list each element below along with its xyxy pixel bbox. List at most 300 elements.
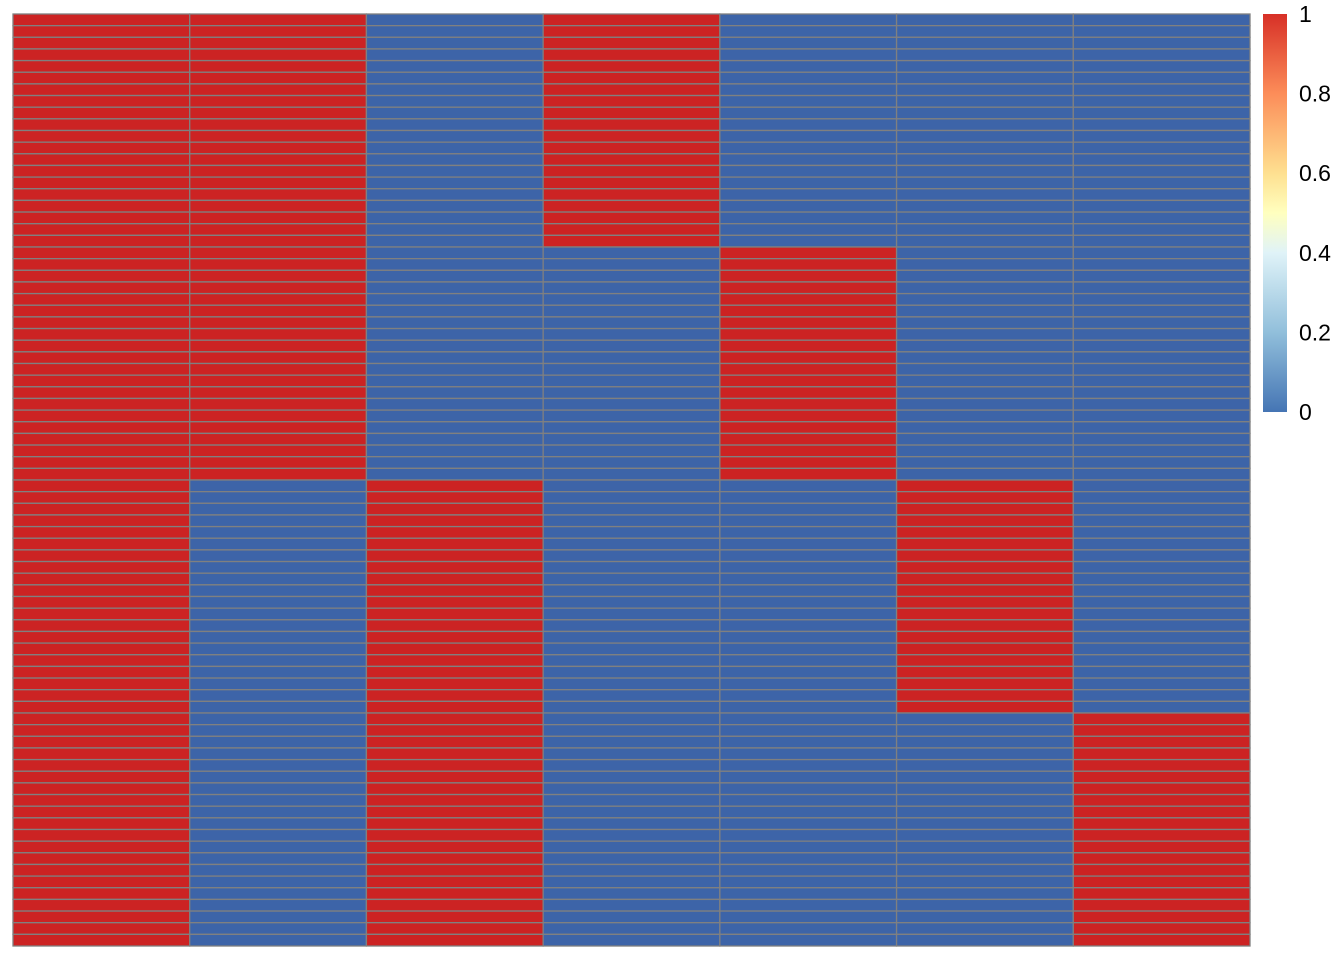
heatmap-cell (720, 853, 897, 865)
heatmap-cell (543, 142, 720, 154)
heatmap-cell (720, 713, 897, 725)
heatmap-cell (13, 189, 190, 201)
heatmap-cell (13, 282, 190, 294)
heatmap-cell (1073, 795, 1250, 807)
heatmap-cell (13, 259, 190, 271)
heatmap-cell (1073, 375, 1250, 387)
heatmap-cell (366, 387, 543, 399)
heatmap-cell (190, 527, 367, 539)
heatmap-cell (13, 294, 190, 306)
heatmap-cell (1073, 678, 1250, 690)
heatmap-cell (1073, 165, 1250, 177)
heatmap-cell (366, 200, 543, 212)
heatmap-cell (190, 830, 367, 842)
heatmap-cell (190, 259, 367, 271)
heatmap-cell (720, 690, 897, 702)
heatmap-cell (13, 49, 190, 61)
heatmap-cell (720, 72, 897, 84)
heatmap-cell (897, 620, 1074, 632)
heatmap-cell (190, 888, 367, 900)
heatmap-cell (13, 340, 190, 352)
heatmap-cell (190, 305, 367, 317)
heatmap-cell (543, 631, 720, 643)
heatmap-cell (190, 620, 367, 632)
heatmap-cell (543, 387, 720, 399)
heatmap-cell (366, 317, 543, 329)
heatmap-cell (897, 795, 1074, 807)
heatmap-cell (720, 620, 897, 632)
heatmap-cell (366, 690, 543, 702)
heatmap-cell (13, 433, 190, 445)
heatmap-cell (543, 14, 720, 26)
heatmap-cell (190, 678, 367, 690)
heatmap-cell (190, 200, 367, 212)
heatmap-cell (1073, 26, 1250, 38)
heatmap-cell (190, 573, 367, 585)
heatmap-cell (13, 305, 190, 317)
heatmap-cell (13, 84, 190, 96)
heatmap-cell (720, 305, 897, 317)
heatmap-cell (366, 853, 543, 865)
heatmap-cell (543, 422, 720, 434)
heatmap-cell (543, 84, 720, 96)
heatmap-cell (543, 410, 720, 422)
heatmap-cell (190, 806, 367, 818)
heatmap-cell (366, 701, 543, 713)
heatmap-cell (720, 760, 897, 772)
heatmap-cell (720, 864, 897, 876)
heatmap-cell (190, 783, 367, 795)
heatmap-cell (543, 177, 720, 189)
heatmap-cell (1073, 713, 1250, 725)
heatmap-cell (13, 760, 190, 772)
heatmap-cell (13, 830, 190, 842)
heatmap-cell (897, 294, 1074, 306)
heatmap-cell (366, 37, 543, 49)
heatmap-cell (720, 189, 897, 201)
heatmap-cell (366, 294, 543, 306)
heatmap-cell (1073, 760, 1250, 772)
heatmap-cell (897, 224, 1074, 236)
heatmap-cell (190, 853, 367, 865)
heatmap-cell (190, 631, 367, 643)
heatmap-cell (1073, 457, 1250, 469)
heatmap-cell (366, 457, 543, 469)
heatmap-cell (720, 666, 897, 678)
heatmap-cell (366, 631, 543, 643)
heatmap-cell (13, 107, 190, 119)
heatmap-cell (13, 853, 190, 865)
heatmap-cell (190, 165, 367, 177)
heatmap-cell (13, 329, 190, 341)
heatmap-cell (897, 911, 1074, 923)
heatmap-cell (1073, 876, 1250, 888)
heatmap-cell (190, 364, 367, 376)
heatmap-cell (190, 387, 367, 399)
heatmap-cell (897, 61, 1074, 73)
heatmap-cell (543, 492, 720, 504)
heatmap-cell (366, 911, 543, 923)
heatmap-cell (897, 247, 1074, 259)
heatmap-cell (543, 666, 720, 678)
heatmap-cell (1073, 212, 1250, 224)
heatmap-cell (190, 445, 367, 457)
heatmap-cell (1073, 771, 1250, 783)
heatmap-cell (1073, 538, 1250, 550)
heatmap-cell (1073, 527, 1250, 539)
heatmap-cell (543, 61, 720, 73)
heatmap-cell (366, 364, 543, 376)
heatmap-cell (1073, 597, 1250, 609)
heatmap-cell (366, 282, 543, 294)
heatmap-cell (720, 468, 897, 480)
heatmap-cell (720, 783, 897, 795)
heatmap-cell (366, 864, 543, 876)
heatmap-cell (543, 398, 720, 410)
heatmap-cell (720, 806, 897, 818)
heatmap-cell (1073, 247, 1250, 259)
heatmap-cell (1073, 620, 1250, 632)
heatmap-cell (897, 934, 1074, 946)
heatmap-cell (190, 282, 367, 294)
color-legend (1263, 1, 1331, 425)
heatmap-cell (720, 655, 897, 667)
heatmap-cell (1073, 154, 1250, 166)
heatmap-cell (543, 562, 720, 574)
heatmap-cell (366, 573, 543, 585)
heatmap-cell (543, 165, 720, 177)
heatmap-cell (720, 608, 897, 620)
heatmap-cell (720, 142, 897, 154)
heatmap-cell (366, 934, 543, 946)
heatmap-cell (897, 410, 1074, 422)
heatmap-cell (13, 154, 190, 166)
heatmap-cell (190, 492, 367, 504)
heatmap-cell (1073, 725, 1250, 737)
heatmap-cell (543, 934, 720, 946)
heatmap-cell (190, 725, 367, 737)
heatmap-cell (543, 503, 720, 515)
heatmap-cell (1073, 433, 1250, 445)
heatmap-cell (13, 562, 190, 574)
heatmap-cell (543, 457, 720, 469)
heatmap-cell (366, 468, 543, 480)
heatmap-cell (13, 888, 190, 900)
heatmap-cell (543, 224, 720, 236)
heatmap-cell (897, 643, 1074, 655)
heatmap-cell (13, 923, 190, 935)
heatmap-cell (13, 527, 190, 539)
heatmap-cell (13, 678, 190, 690)
heatmap-cell (720, 480, 897, 492)
heatmap-cell (1073, 119, 1250, 131)
heatmap-cell (720, 61, 897, 73)
heatmap-cell (720, 387, 897, 399)
heatmap-cell (366, 899, 543, 911)
heatmap-cell (720, 631, 897, 643)
heatmap-cell (1073, 96, 1250, 108)
heatmap-cell (897, 282, 1074, 294)
legend-tick-label: 0 (1299, 399, 1312, 425)
heatmap-cell (543, 806, 720, 818)
heatmap-cell (190, 107, 367, 119)
heatmap-cell (897, 212, 1074, 224)
heatmap-cell (543, 550, 720, 562)
heatmap-cell (366, 410, 543, 422)
heatmap-cell (543, 107, 720, 119)
heatmap-cell (366, 585, 543, 597)
heatmap-cell (190, 841, 367, 853)
heatmap-cell (543, 37, 720, 49)
heatmap-cell (1073, 631, 1250, 643)
heatmap-cell (13, 212, 190, 224)
heatmap-cell (366, 666, 543, 678)
heatmap-cell (897, 259, 1074, 271)
heatmap-cell (720, 492, 897, 504)
heatmap-cell (366, 329, 543, 341)
heatmap-cell (190, 468, 367, 480)
heatmap-cell (720, 538, 897, 550)
heatmap-cell (543, 899, 720, 911)
heatmap-cell (366, 177, 543, 189)
heatmap-cell (897, 457, 1074, 469)
heatmap-cell (543, 364, 720, 376)
heatmap-cell (190, 375, 367, 387)
heatmap-cell (897, 433, 1074, 445)
heatmap-cell (13, 631, 190, 643)
heatmap-cell (190, 760, 367, 772)
heatmap-cell (366, 72, 543, 84)
heatmap-cell (190, 398, 367, 410)
heatmap-cell (190, 247, 367, 259)
heatmap-cell (543, 189, 720, 201)
heatmap-cell (190, 329, 367, 341)
heatmap-cell (720, 678, 897, 690)
heatmap-cell (13, 911, 190, 923)
heatmap-cells (13, 14, 1250, 946)
heatmap-cell (897, 119, 1074, 131)
heatmap-cell (897, 678, 1074, 690)
heatmap-cell (190, 701, 367, 713)
heatmap-cell (13, 317, 190, 329)
heatmap-cell (190, 49, 367, 61)
heatmap-cell (720, 131, 897, 143)
heatmap-cell (897, 550, 1074, 562)
heatmap-cell (897, 84, 1074, 96)
heatmap-cell (897, 527, 1074, 539)
heatmap-cell (366, 515, 543, 527)
heatmap-cell (1073, 61, 1250, 73)
heatmap-cell (897, 631, 1074, 643)
heatmap-cell (366, 818, 543, 830)
heatmap-cell (190, 550, 367, 562)
heatmap-cell (1073, 503, 1250, 515)
heatmap-cell (1073, 352, 1250, 364)
heatmap-cell (1073, 224, 1250, 236)
heatmap-cell (366, 224, 543, 236)
heatmap-cell (13, 468, 190, 480)
heatmap-cell (720, 340, 897, 352)
heatmap-cell (13, 783, 190, 795)
heatmap-cell (897, 131, 1074, 143)
heatmap-cell (190, 96, 367, 108)
heatmap-cell (13, 364, 190, 376)
heatmap-cell (366, 923, 543, 935)
heatmap-cell (1073, 899, 1250, 911)
heatmap-cell (1073, 142, 1250, 154)
heatmap-cell (366, 14, 543, 26)
heatmap-cell (190, 771, 367, 783)
heatmap-cell (190, 72, 367, 84)
heatmap-cell (366, 422, 543, 434)
heatmap-cell (1073, 666, 1250, 678)
heatmap-cell (13, 492, 190, 504)
heatmap-cell (543, 888, 720, 900)
heatmap-cell (897, 783, 1074, 795)
heatmap-cell (1073, 72, 1250, 84)
heatmap-cell (13, 736, 190, 748)
heatmap-cell (897, 701, 1074, 713)
heatmap-cell (190, 317, 367, 329)
heatmap-cell (1073, 422, 1250, 434)
heatmap-cell (543, 235, 720, 247)
heatmap-cell (13, 806, 190, 818)
heatmap-cell (543, 678, 720, 690)
heatmap-cell (13, 701, 190, 713)
heatmap-cell (720, 899, 897, 911)
heatmap-cell (13, 131, 190, 143)
heatmap-cell (1073, 643, 1250, 655)
heatmap-cell (13, 457, 190, 469)
heatmap-cell (1073, 550, 1250, 562)
heatmap-cell (897, 480, 1074, 492)
heatmap-cell (897, 748, 1074, 760)
heatmap-cell (543, 643, 720, 655)
heatmap-cell (366, 107, 543, 119)
heatmap-cell (190, 26, 367, 38)
heatmap-cell (543, 527, 720, 539)
heatmap-cell (190, 131, 367, 143)
heatmap-cell (720, 26, 897, 38)
heatmap-cell (13, 864, 190, 876)
heatmap-cell (366, 655, 543, 667)
heatmap-cell (543, 96, 720, 108)
heatmap-cell (543, 72, 720, 84)
heatmap-cell (366, 305, 543, 317)
heatmap-cell (366, 352, 543, 364)
heatmap-cell (543, 131, 720, 143)
heatmap-cell (897, 655, 1074, 667)
heatmap-cell (543, 154, 720, 166)
heatmap-cell (897, 142, 1074, 154)
heatmap-cell (543, 760, 720, 772)
heatmap-cell (13, 445, 190, 457)
legend-tick-label: 0.8 (1299, 80, 1331, 107)
heatmap-cell (366, 760, 543, 772)
heatmap-cell (366, 49, 543, 61)
heatmap-cell (1073, 806, 1250, 818)
heatmap-cell (543, 445, 720, 457)
heatmap-cell (720, 14, 897, 26)
heatmap-cell (543, 49, 720, 61)
heatmap-cell (366, 270, 543, 282)
heatmap-cell (366, 608, 543, 620)
heatmap-cell (720, 165, 897, 177)
heatmap-cell (897, 235, 1074, 247)
heatmap-cell (13, 410, 190, 422)
heatmap-cell (366, 783, 543, 795)
heatmap-cell (1073, 107, 1250, 119)
heatmap-cell (720, 259, 897, 271)
heatmap-cell (720, 96, 897, 108)
heatmap-cell (13, 398, 190, 410)
heatmap-cell (13, 165, 190, 177)
heatmap-cell (897, 305, 1074, 317)
heatmap-cell (1073, 748, 1250, 760)
heatmap-cell (13, 620, 190, 632)
heatmap-cell (1073, 177, 1250, 189)
heatmap-cell (543, 655, 720, 667)
heatmap-cell (543, 26, 720, 38)
heatmap-cell (13, 655, 190, 667)
heatmap-cell (543, 329, 720, 341)
heatmap-cell (366, 643, 543, 655)
heatmap-cell (897, 49, 1074, 61)
heatmap-cell (897, 468, 1074, 480)
heatmap-cell (1073, 480, 1250, 492)
heatmap-cell (897, 736, 1074, 748)
heatmap-cell (1073, 329, 1250, 341)
heatmap-cell (366, 806, 543, 818)
heatmap-cell (190, 410, 367, 422)
heatmap-cell (897, 876, 1074, 888)
heatmap-cell (366, 492, 543, 504)
heatmap-cell (720, 841, 897, 853)
heatmap-cell (1073, 387, 1250, 399)
heatmap-cell (13, 515, 190, 527)
heatmap-cell (366, 398, 543, 410)
heatmap-cell (190, 294, 367, 306)
heatmap-cell (897, 515, 1074, 527)
heatmap-cell (13, 26, 190, 38)
heatmap-cell (543, 608, 720, 620)
heatmap-cell (366, 119, 543, 131)
heatmap-cell (720, 562, 897, 574)
heatmap-cell (897, 445, 1074, 457)
heatmap-cell (897, 364, 1074, 376)
heatmap-cell (1073, 317, 1250, 329)
heatmap-cell (1073, 49, 1250, 61)
heatmap-cell (190, 212, 367, 224)
heatmap-cell (366, 876, 543, 888)
heatmap-cell (543, 375, 720, 387)
heatmap-cell (190, 585, 367, 597)
heatmap-cell (190, 84, 367, 96)
heatmap-cell (366, 503, 543, 515)
heatmap-cell (13, 61, 190, 73)
heatmap-cell (543, 830, 720, 842)
heatmap-cell (897, 26, 1074, 38)
heatmap-cell (897, 597, 1074, 609)
heatmap-cell (190, 690, 367, 702)
heatmap-cell (190, 818, 367, 830)
heatmap-cell (13, 666, 190, 678)
heatmap-cell (897, 189, 1074, 201)
heatmap-cell (13, 96, 190, 108)
heatmap-cell (720, 212, 897, 224)
heatmap-cell (366, 375, 543, 387)
heatmap-cell (897, 830, 1074, 842)
